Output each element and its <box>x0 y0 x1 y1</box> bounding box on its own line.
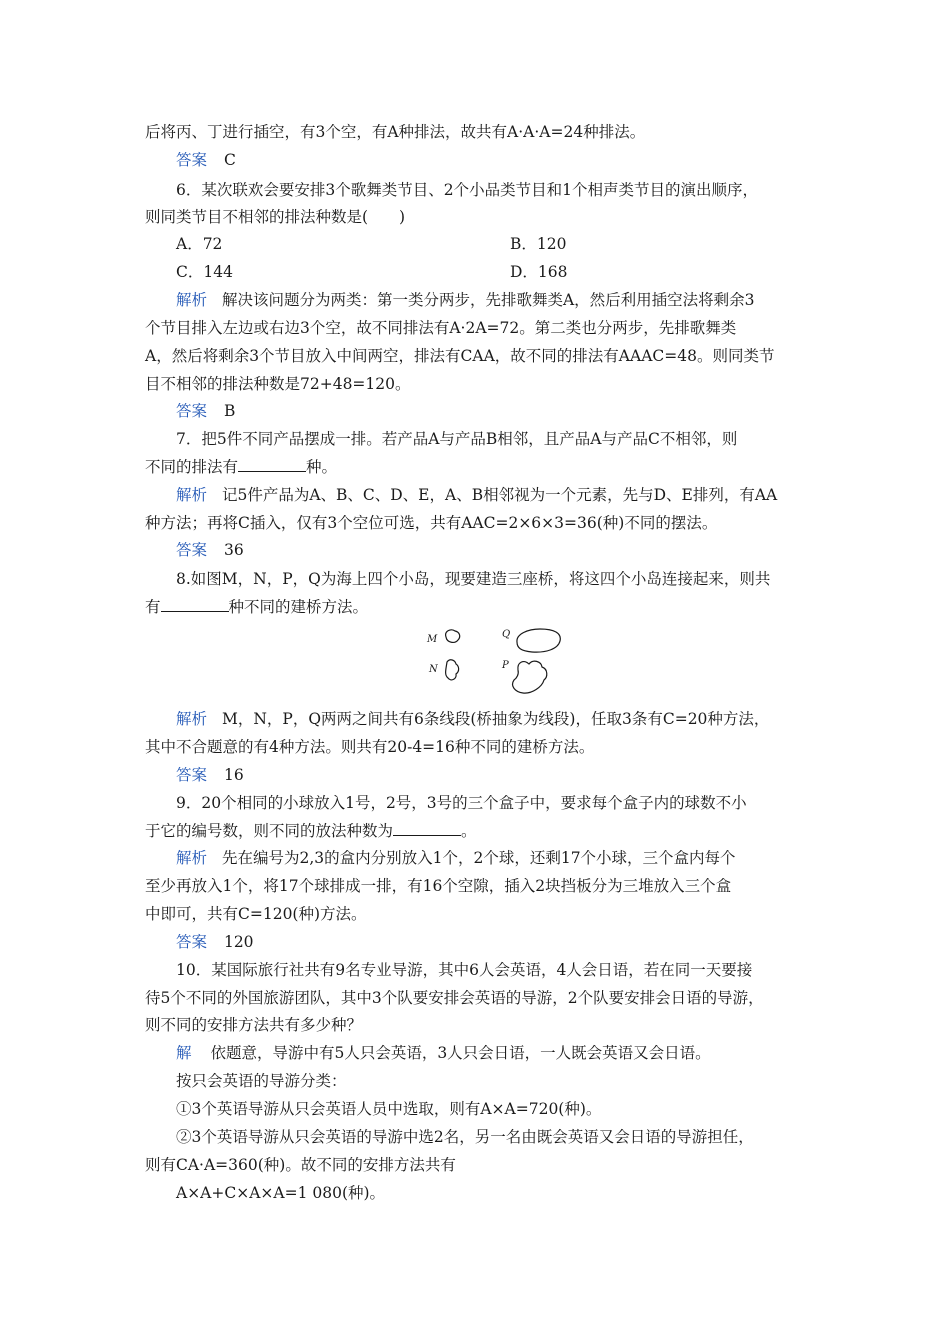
answer-blank <box>238 457 306 472</box>
solution-text: 依题意，导游中有5人只会英语，3人只会日语，一人既会英语又会日语。 <box>210 1044 711 1062</box>
solution-label: 解 <box>176 1044 192 1062</box>
solution-line: 则有CA·A=360(种)。故不同的安排方法共有 <box>145 1156 456 1174</box>
question-text: 种。 <box>306 458 338 476</box>
answer-label: 答案 <box>176 151 208 169</box>
answer-value: 36 <box>223 541 244 559</box>
analysis-line <box>176 709 769 729</box>
question-line: 6．某次联欢会要安排3个歌舞类节目、2个小品类节目和1个相声类节目的演出顺序， <box>176 181 758 199</box>
answer-label: 答案 <box>176 766 208 784</box>
option-c: C．144 <box>176 263 233 281</box>
question-line: 9．20个相同的小球放入1号，2号，3号的三个盒子中，要求每个盒子内的球数不小 <box>176 794 747 812</box>
answer-value: 16 <box>223 766 244 784</box>
analysis-label: 解析 <box>176 710 208 728</box>
question-line: 8.如图M，N，P，Q为海上四个小岛，现要建造三座桥，将这四个小岛连接起来，则共 <box>176 570 771 588</box>
analysis-line <box>176 290 755 310</box>
analysis-line: 种方法；再将C插入，仅有3个空位可选，共有AAC=2×6×3=36(种)不同的摆法。 <box>145 514 718 532</box>
question-text: 。 <box>461 822 477 840</box>
question-line <box>145 457 337 477</box>
islands-figure <box>420 622 570 700</box>
question-line: 则同类节目不相邻的排法种数是( ) <box>145 208 406 226</box>
answer-label: 答案 <box>176 541 208 559</box>
island-label-q: Q <box>502 629 511 640</box>
island-q-shape <box>517 629 560 652</box>
analysis-line: 其中不合题意的有4种方法。则共有20-4=16种不同的建桥方法。 <box>145 738 595 756</box>
answer-line <box>176 401 235 421</box>
solution-line: 按只会英语的导游分类： <box>176 1072 347 1090</box>
island-n-shape <box>446 660 459 680</box>
answer-value: C <box>223 151 236 169</box>
question-line: 10．某国际旅行社共有9名专业导游，其中6人会英语，4人会日语，若在同一天要接 <box>176 961 753 979</box>
solution-line: ①3个英语导游从只会英语人员中选取，则有A×A=720(种)。 <box>176 1100 602 1118</box>
analysis-text: 解决该问题分为两类：第一类分两步，先排歌舞类A，然后利用插空法将剩余3 <box>221 291 755 309</box>
question-line <box>145 821 477 841</box>
answer-label: 答案 <box>176 933 208 951</box>
answer-line <box>176 765 244 785</box>
analysis-text: 记5件产品为A、B、C、D、E，A、B相邻视为一个元素，先与D、E排列，有AA <box>221 486 778 504</box>
island-m-shape <box>446 630 460 643</box>
question-line: 待5个不同的外国旅游团队，其中3个队要安排会英语的导游，2个队要安排会日语的导游， <box>145 989 764 1007</box>
analysis-label: 解析 <box>176 849 208 867</box>
analysis-line: 至少再放入1个，将17个球排成一排，有16个空隙，插入2块挡板分为三堆放入三个盒 <box>145 877 732 895</box>
answer-line <box>176 932 254 952</box>
analysis-line <box>176 485 777 505</box>
question-line <box>145 597 368 617</box>
solution-line: ②3个英语导游从只会英语的导游中选2名，另一名由既会英语又会日语的导游担任， <box>176 1128 754 1146</box>
option-a: A．72 <box>176 235 223 253</box>
option-d: D．168 <box>510 263 568 281</box>
analysis-line: 中即可，共有C=120(种)方法。 <box>145 905 367 923</box>
question-line: 7．把5件不同产品摆成一排。若产品A与产品B相邻，且产品A与产品C不相邻，则 <box>176 430 738 448</box>
island-label-m: M <box>427 634 438 645</box>
analysis-line <box>176 848 736 868</box>
analysis-text: 先在编号为2,3的盒内分别放入1个，2个球，还剩17个小球，三个盒内每个 <box>221 849 736 867</box>
analysis-text: M，N，P，Q两两之间共有6条线段(桥抽象为线段)，任取3条有C=20种方法， <box>221 710 770 728</box>
answer-value: B <box>223 402 236 420</box>
text-line: 后将丙、丁进行插空，有3个空，有A种排法，故共有A·A·A=24种排法。 <box>145 123 646 141</box>
question-text: 有 <box>145 598 161 616</box>
island-label-n: N <box>429 664 438 675</box>
solution-line: A×A+C×A×A=1 080(种)。 <box>176 1184 386 1202</box>
analysis-label: 解析 <box>176 291 208 309</box>
option-b: B．120 <box>510 235 567 253</box>
analysis-line: 个节目排入左边或右边3个空，故不同排法有A·2A=72。第二类也分两步，先排歌舞类 <box>145 319 737 337</box>
analysis-label: 解析 <box>176 486 208 504</box>
question-text: 于它的编号数，则不同的放法种数为 <box>145 822 394 840</box>
solution-line <box>176 1043 711 1063</box>
analysis-line: A，然后将剩余3个节目放入中间两空，排法有CAA，故不同的排法有AAAC=48。则同类节 <box>145 347 775 365</box>
island-label-p: P <box>502 660 509 671</box>
answer-label: 答案 <box>176 402 208 420</box>
answer-line <box>176 540 244 560</box>
answer-line <box>176 150 236 170</box>
question-text: 不同的排法有 <box>145 458 239 476</box>
analysis-line: 目不相邻的排法种数是72+48=120。 <box>145 375 411 393</box>
answer-blank <box>393 821 461 836</box>
answer-blank <box>161 597 229 612</box>
question-text: 种不同的建桥方法。 <box>228 598 369 616</box>
answer-value: 120 <box>223 933 254 951</box>
island-p-shape <box>513 661 547 693</box>
question-line: 则不同的安排方法共有多少种？ <box>145 1016 363 1034</box>
